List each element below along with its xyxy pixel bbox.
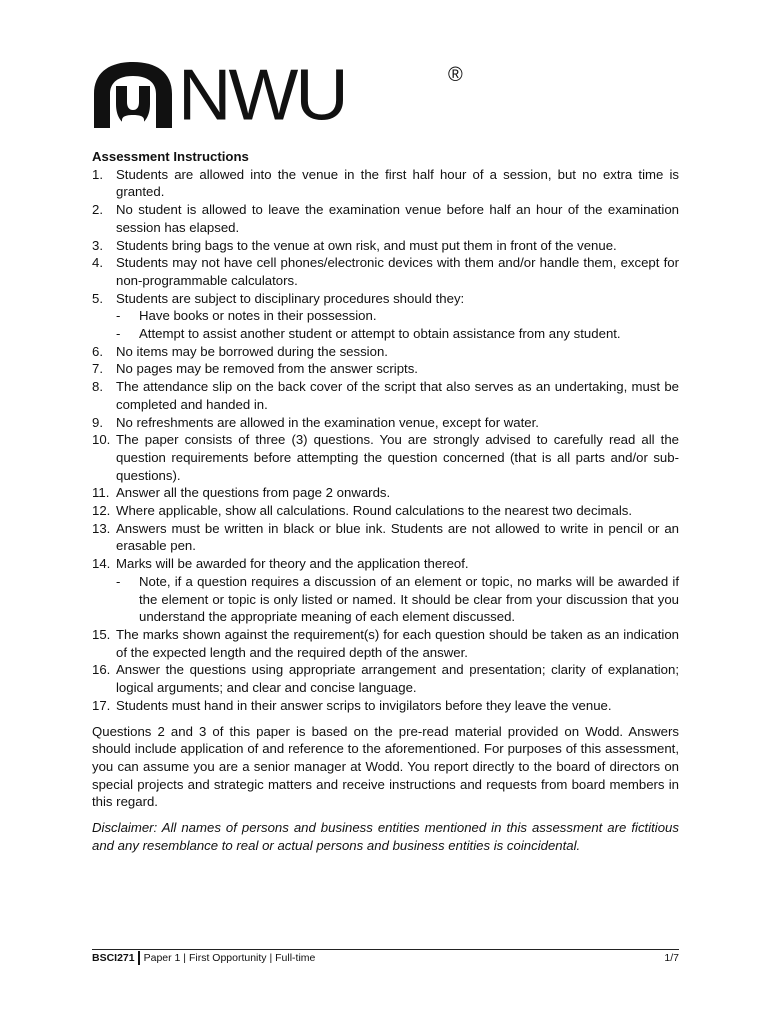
sub-instruction-item xyxy=(116,573,679,626)
instruction-number: 7. xyxy=(92,361,103,377)
registered-mark: ® xyxy=(448,64,463,86)
instruction-item xyxy=(92,502,679,520)
instruction-text: Where applicable, show all calculations. Round calculations to the nearest two decimals. xyxy=(116,503,633,519)
instruction-text: Answer the questions using appropriate arrangement and presentation; clarity of explanation; logical arguments; and clear and concise language. xyxy=(116,662,679,696)
instruction-number: 2. xyxy=(92,202,103,218)
instruction-text: Answers must be written in black or blue ink. Students are not allowed to write in pencil or an erasable pen. xyxy=(116,520,679,554)
instruction-text: The paper consists of three (3) questions. You are strongly advised to carefully read all the question requirements before attempting the question concerned (that is all parts and/or sub-questions). xyxy=(116,432,679,483)
sub-instruction-dash: - xyxy=(116,573,121,589)
document-body xyxy=(92,148,679,854)
instruction-item xyxy=(92,360,679,378)
instruction-number: 16. xyxy=(92,662,111,678)
instruction-item xyxy=(92,378,679,413)
instruction-number: 1. xyxy=(92,166,103,182)
instruction-item xyxy=(92,484,679,502)
instruction-text: Answer all the questions from page 2 onwards. xyxy=(116,485,391,501)
instruction-number: 17. xyxy=(92,697,111,713)
instructions-heading: Assessment Instructions xyxy=(92,149,249,164)
instruction-number: 5. xyxy=(92,290,103,306)
instruction-text: No student is allowed to leave the examination venue before half an hour of the examination session has elapsed. xyxy=(116,202,679,235)
disclaimer-text: Disclaimer: All names of persons and business entities mentioned in this assessment are fictitious and any resemblance to real or actual persons and business entities is coincidental. xyxy=(92,820,679,853)
nwu-emblem-icon xyxy=(92,60,174,130)
instructions-list xyxy=(92,166,679,715)
sub-instruction-list xyxy=(116,573,679,626)
instruction-item xyxy=(92,697,679,715)
instruction-text: Marks will be awarded for theory and the application thereof. xyxy=(116,556,469,572)
instruction-text: Students bring bags to the venue at own risk, and must put them in front of the venue. xyxy=(116,237,617,253)
instruction-item xyxy=(92,237,679,255)
instruction-item xyxy=(92,661,679,696)
instruction-number: 10. xyxy=(92,432,111,448)
sub-instruction-list xyxy=(116,307,679,342)
nwu-logo xyxy=(92,53,463,136)
instruction-text: No pages may be removed from the answer scripts. xyxy=(116,361,418,377)
sub-instruction-text: Note, if a question requires a discussion of an element or topic, no marks will be awarded if the element or topic is only listed or named. It should be clear from your discussion that you understand the appropriate meaning of each element discussed. xyxy=(139,573,679,625)
instruction-text: Students must hand in their answer scrips to invigilators before they leave the venue. xyxy=(116,697,612,713)
page-footer xyxy=(92,949,679,965)
instruction-number: 11. xyxy=(92,485,110,501)
instruction-number: 13. xyxy=(92,520,111,536)
sub-instruction-dash: - xyxy=(116,308,121,324)
instruction-text: Students are allowed into the venue in the first half hour of a session, but no extra time is granted. xyxy=(116,166,679,200)
instruction-number: 4. xyxy=(92,255,103,271)
context-paragraph: Questions 2 and 3 of this paper is based on the pre-read material provided on Wodd. Answers should include application of and reference to the aforementioned. For purposes of this assessment, you can assume you are a senior manager at Wodd. You report directly to the board of directors on special projects and strategic matters and receive instructions and requests from board members in this regard. xyxy=(92,723,679,810)
instruction-number: 15. xyxy=(92,626,111,642)
instruction-number: 9. xyxy=(92,414,103,430)
paper-details: Paper 1 | First Opportunity | Full-time xyxy=(143,952,316,964)
instruction-number: 8. xyxy=(92,379,103,395)
instruction-text: Students are subject to disciplinary procedures should they: xyxy=(116,290,465,306)
instruction-item xyxy=(92,343,679,361)
instruction-text: No refreshments are allowed in the examination venue, except for water. xyxy=(116,414,539,430)
instruction-item xyxy=(92,414,679,432)
sub-instruction-dash: - xyxy=(116,326,121,342)
instruction-item xyxy=(92,520,679,555)
instruction-number: 6. xyxy=(92,343,103,359)
sub-instruction-item xyxy=(116,307,679,325)
instruction-item xyxy=(92,555,679,626)
instruction-number: 14. xyxy=(92,556,111,572)
instruction-item xyxy=(92,626,679,661)
instruction-item xyxy=(92,166,679,201)
instruction-item xyxy=(92,431,679,484)
sub-instruction-text: Attempt to assist another student or attempt to obtain assistance from any student. xyxy=(139,326,621,342)
instruction-number: 3. xyxy=(92,237,103,253)
instruction-number: 12. xyxy=(92,503,111,519)
instruction-item xyxy=(92,201,679,236)
instruction-text: No items may be borrowed during the session. xyxy=(116,343,388,359)
instruction-text: The attendance slip on the back cover of the script that also serves as an undertaking, must be completed and handed in. xyxy=(116,379,679,412)
sub-instruction-item xyxy=(116,325,679,343)
instruction-item xyxy=(92,254,679,289)
instruction-text: The marks shown against the requirement(s) for each question should be taken as an indication of the expected length and the required depth of the answer. xyxy=(116,626,679,660)
nwu-wordmark: NWU xyxy=(178,53,346,136)
sub-instruction-text: Have books or notes in their possession. xyxy=(139,308,377,324)
page-number: 1/7 xyxy=(664,952,679,964)
course-code: BSCI271 xyxy=(92,951,140,965)
instruction-text: Students may not have cell phones/electronic devices with them and/or handle them, except for non-programmable calculators. xyxy=(116,255,679,288)
instruction-item xyxy=(92,290,679,343)
